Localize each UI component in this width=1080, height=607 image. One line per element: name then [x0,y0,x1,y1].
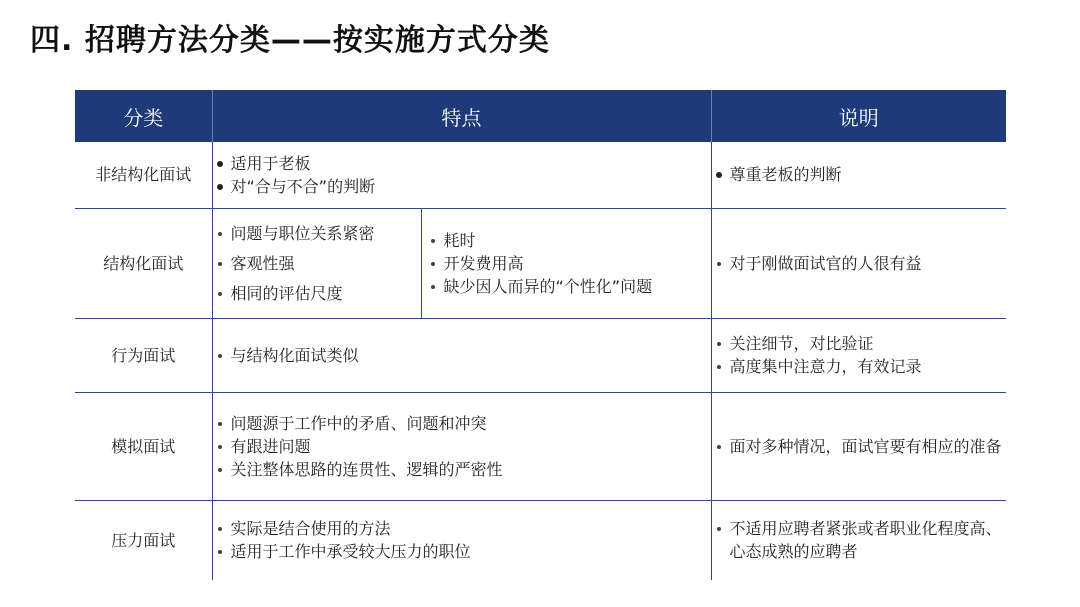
feature-item: 关注整体思路的连贯性、逻辑的严密性 [213,458,711,481]
note-item: 对于刚做面试官的人很有益 [712,252,1007,275]
page-title: 四. 招聘方法分类——按实施方式分类 [30,23,550,58]
features-cell [212,142,711,208]
feature-item: 开发费用高 [426,252,653,275]
table-row [75,142,1006,208]
table-header-row [75,90,1006,142]
feature-item: 客观性强 [213,252,375,275]
feature-item: 相同的评估尺度 [213,282,375,305]
category-cell: 压力面试 [75,500,212,580]
interview-methods-table [75,90,1006,580]
notes-cell [711,208,1006,318]
feature-item: 对“合与不合”的判断 [213,175,711,198]
note-item: 不适用应聘者紧张或者职业化程度高、心态成熟的应聘者 [712,517,1007,563]
feature-item: 问题与职位关系紧密 [213,222,375,245]
features-cell [212,392,711,500]
features-cell [212,208,711,318]
table-row [75,318,1006,392]
notes-cell [711,392,1006,500]
feature-item: 适用于老板 [213,152,711,175]
note-item: 面对多种情况，面试官要有相应的准备 [712,435,1007,458]
category-cell: 非结构化面试 [75,142,212,208]
feature-item: 适用于工作中承受较大压力的职位 [213,540,711,563]
features-cell [212,318,711,392]
notes-cell [711,318,1006,392]
features-cell [212,500,711,580]
note-item: 高度集中注意力，有效记录 [712,355,1007,378]
table-row [75,392,1006,500]
feature-item: 与结构化面试类似 [213,344,711,367]
notes-cell [711,142,1006,208]
category-cell: 行为面试 [75,318,212,392]
header-category: 分类 [75,90,212,142]
header-features: 特点 [212,90,711,142]
category-cell: 结构化面试 [75,208,212,318]
note-item: 关注细节，对比验证 [712,332,1007,355]
header-notes: 说明 [711,90,1006,142]
table-row [75,208,1006,318]
feature-item: 有跟进问题 [213,435,711,458]
note-item: 尊重老板的判断 [712,163,1007,186]
feature-item: 耗时 [426,229,653,252]
table-row [75,500,1006,580]
category-cell: 模拟面试 [75,392,212,500]
feature-item: 问题源于工作中的矛盾、问题和冲突 [213,412,711,435]
notes-cell [711,500,1006,580]
feature-item: 实际是结合使用的方法 [213,517,711,540]
feature-item: 缺少因人而异的“个性化”问题 [426,275,653,298]
